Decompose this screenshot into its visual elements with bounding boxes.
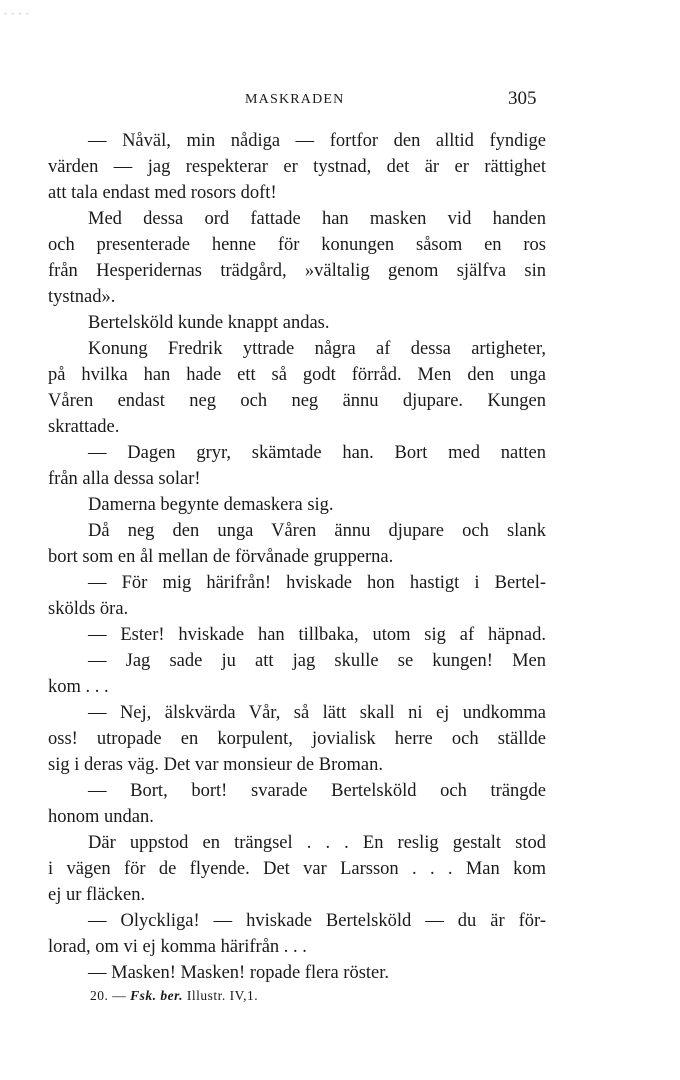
text-line: värden — jag respekterar er tystnad, det är er rättighet <box>48 157 546 177</box>
text-line: Där uppstod en trängsel . . . En reslig gestalt stod <box>88 833 546 853</box>
text-line: Med dessa ord fattade han masken vid handen <box>88 209 546 229</box>
text-line: tystnad». <box>48 287 116 307</box>
text-line: — Ester! hviskade han tillbaka, utom sig af häpnad. <box>88 625 546 645</box>
running-header-title: MASKRADEN <box>245 92 345 107</box>
text-line: skölds öra. <box>48 599 129 619</box>
scan-corner-mark: - - - - <box>4 8 30 18</box>
text-line: — Masken! Masken! ropade flera röster. <box>88 963 390 983</box>
text-line: Damerna begynte demaskera sig. <box>88 495 334 515</box>
text-line: — För mig härifrån! hviskade hon hastigt i Bertel- <box>88 573 546 593</box>
text-line: — Nej, älskvärda Vår, så lätt skall ni ej undkomma <box>88 703 546 723</box>
text-line: skrattade. <box>48 417 120 437</box>
text-line: honom undan. <box>48 807 154 827</box>
signature-dash: — <box>112 988 127 1003</box>
text-line: kom . . . <box>48 677 109 697</box>
signature-volume: IV,1. <box>229 988 259 1003</box>
text-line: — Dagen gryr, skämtade han. Bort med natten <box>88 443 546 463</box>
signature-abbrev: Fsk. ber. <box>130 988 184 1003</box>
signature-number: 20. <box>90 988 109 1003</box>
text-line: Bertelsköld kunde knappt andas. <box>88 313 330 333</box>
printer-signature <box>90 988 258 1004</box>
text-line: och presenterade henne för konungen såsom en ros <box>48 235 546 255</box>
text-line: lorad, om vi ej komma härifrån . . . <box>48 937 307 957</box>
text-line: — Olyckliga! — hviskade Bertelsköld — du är för- <box>88 911 546 931</box>
text-line: i vägen för de flyende. Det var Larsson . . . Man kom <box>48 859 546 879</box>
page-number: 305 <box>508 88 537 109</box>
signature-illustr: Illustr. <box>186 988 226 1003</box>
text-line: från Hesperidernas trädgård, »vältalig genom själfva sin <box>48 261 546 281</box>
text-line: Då neg den unga Våren ännu djupare och slank <box>88 521 546 541</box>
text-line: sig i deras väg. Det var monsieur de Broman. <box>48 755 383 775</box>
text-line: att tala endast med rosors doft! <box>48 183 277 203</box>
text-line: — Jag sade ju att jag skulle se kungen! Men <box>88 651 546 671</box>
text-line: på hvilka han hade ett så godt förråd. Men den unga <box>48 365 546 385</box>
text-line: — Bort, bort! svarade Bertelsköld och trängde <box>88 781 546 801</box>
text-line: — Nåväl, min nådiga — fortfor den alltid fyndige <box>88 131 546 151</box>
text-line: bort som en ål mellan de förvånade grupperna. <box>48 547 394 567</box>
text-line: Våren endast neg och neg ännu djupare. Kungen <box>48 391 546 411</box>
text-line: ej ur fläcken. <box>48 885 146 905</box>
text-line: från alla dessa solar! <box>48 469 201 489</box>
text-line: Konung Fredrik yttrade några af dessa artigheter, <box>88 339 546 359</box>
text-line: oss! utropade en korpulent, jovialisk herre och ställde <box>48 729 546 749</box>
